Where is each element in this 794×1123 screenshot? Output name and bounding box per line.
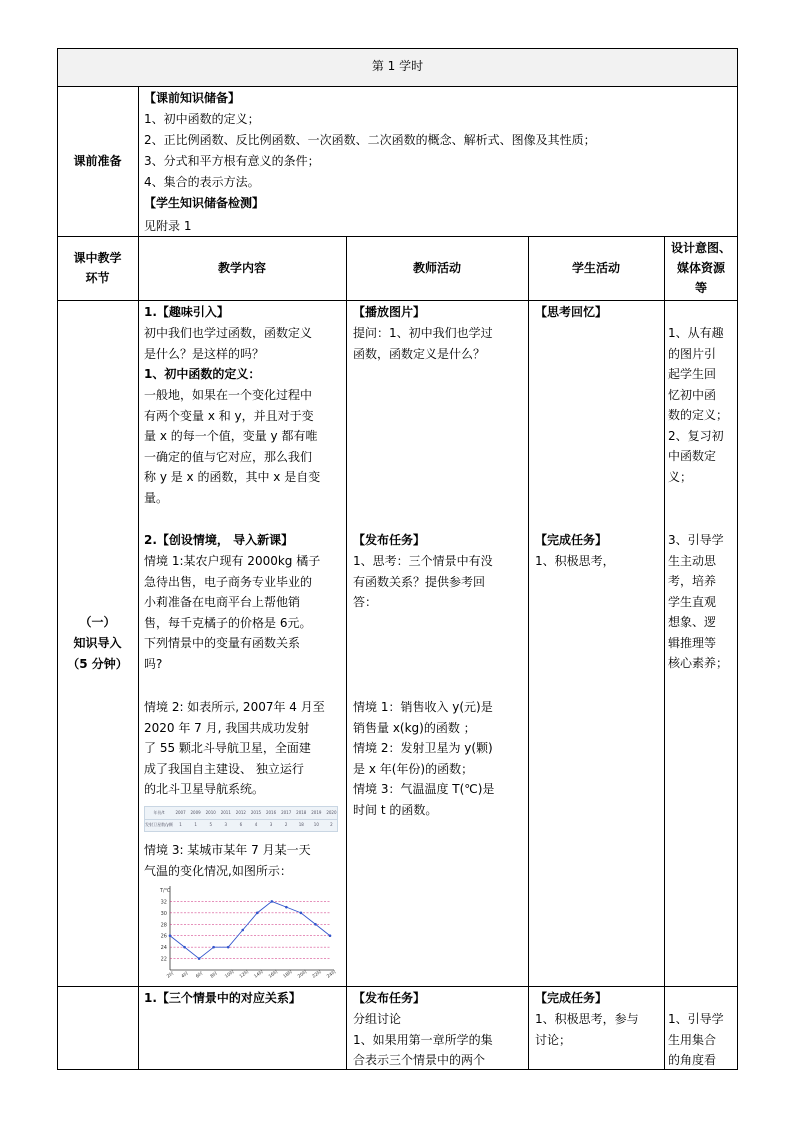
design-line: 生用集合: [668, 1032, 717, 1047]
teacher-section-title: 【发布任务】: [353, 533, 426, 547]
col-divider: [664, 236, 665, 1070]
data-point: [183, 946, 186, 949]
content-line: 了 55 颗北斗导航卫星，全面建: [144, 741, 311, 755]
x-tick-label: 2时: [166, 971, 176, 980]
content-line: 一般地，如果在一个变化过程中: [144, 388, 313, 402]
data-point: [241, 929, 244, 932]
col-header-stage-line: 环节: [85, 271, 110, 285]
table-cell-year: 2012: [235, 810, 246, 815]
teacher-line: 合表示三个情景中的两个: [353, 1053, 486, 1067]
design-line: 2、复习初: [668, 428, 724, 443]
col-divider: [737, 48, 738, 1070]
teacher-line: 情境 1：销售收入 y(元)是: [353, 700, 493, 714]
data-point: [300, 912, 303, 915]
content-line: 初中我们也学过函数，函数定义: [144, 326, 313, 340]
section-title: 2.【创设情境， 导入新课】: [144, 533, 294, 547]
col-divider: [346, 236, 347, 1070]
student-section-title: 【完成任务】: [535, 991, 608, 1005]
data-point: [256, 912, 259, 915]
y-axis-label: T/℃: [160, 888, 171, 894]
stage-label-line: 知识导入: [73, 636, 122, 650]
prep-row-label: 课前准备: [73, 154, 122, 168]
table-cell-count: 18: [298, 822, 304, 827]
teacher-line: 情境 3：气温温度 T(℃)是: [353, 782, 495, 796]
table-divider: [145, 819, 337, 820]
y-tick-label: 24: [160, 945, 167, 952]
table-cell-count: 2: [284, 822, 288, 827]
x-tick-label: 16时: [268, 969, 280, 980]
content-subheading: 1、初中函数的定义：: [144, 367, 261, 381]
prep-check-text: 见附录 1: [144, 219, 192, 233]
x-tick-label: 10时: [224, 969, 236, 980]
col-header-teacher: 教师活动: [412, 261, 461, 275]
row-divider: [57, 986, 738, 987]
col-divider: [138, 86, 139, 1070]
table-cell-year: 2019: [311, 810, 322, 815]
content-line: 情境 2: 如表所示, 2007年 4 月至: [144, 700, 325, 714]
y-tick-label: 22: [160, 956, 167, 963]
table-cell-year: 2016: [265, 810, 277, 815]
series-line: [170, 901, 330, 958]
student-line: 1、积极思考，参与: [535, 1012, 639, 1026]
satellite-table: [144, 806, 338, 832]
col-header-stage-line: 课中教学: [73, 251, 122, 265]
design-line: 生主动思: [668, 553, 717, 568]
content-line: 一确定的值与它对应，那么我们: [144, 449, 313, 464]
table-cell-count: 10: [313, 822, 319, 827]
content-line: 的北斗卫星导航系统。: [144, 782, 265, 796]
design-line: 想象、逻: [668, 615, 717, 629]
student-section-title: 【完成任务】: [535, 533, 608, 547]
student-line: 讨论；: [535, 1032, 572, 1047]
student-section-title: 【思考回忆】: [535, 305, 608, 319]
prep-item: 1、初中函数的定义；: [144, 112, 260, 126]
table-cell-year: 2018: [296, 810, 307, 815]
x-tick-label: 20时: [297, 969, 309, 980]
design-line: 忆初中函: [668, 387, 717, 402]
content-line: 2020 年 7 月, 我国共成功发射: [144, 720, 310, 735]
content-line: 情境 1:某农户现有 2000kg 橘子: [144, 554, 321, 568]
table-cell-year: 2010: [205, 810, 216, 815]
teacher-line: 分组讨论: [353, 1012, 402, 1026]
table-cell-year: 2009: [190, 810, 201, 815]
content-line: 吗?: [144, 656, 163, 671]
col-header-design-line: 设计意图、: [670, 241, 731, 255]
design-line: 3、引导学: [668, 533, 724, 547]
table-cell-year: 2011: [220, 810, 231, 815]
content-line: 小莉准备在电商平台上帮他销: [144, 595, 301, 609]
design-line: 中函数定: [668, 449, 717, 463]
table-cell-year: 2007: [175, 810, 186, 815]
design-line: 考，培养: [668, 574, 717, 588]
col-divider: [57, 48, 58, 1070]
content-line: 下列情景中的变量有函数关系: [144, 636, 301, 650]
data-point: [212, 946, 215, 949]
data-point: [329, 934, 332, 937]
table-border-top: [57, 48, 738, 49]
teacher-line: 情境 2：发射卫星为 y(颗): [353, 741, 493, 755]
x-tick-label: 18时: [282, 969, 294, 980]
teacher-line: 函数，函数定义是什么？: [353, 346, 486, 361]
design-line: 义；: [668, 469, 693, 484]
prep-check-heading: 【学生知识储备检测】: [144, 196, 265, 210]
x-tick-label: 24时: [326, 969, 338, 980]
content-line: 量。: [144, 490, 169, 505]
x-tick-label: 14时: [253, 969, 265, 980]
y-tick-label: 28: [160, 922, 167, 929]
data-point: [198, 957, 201, 960]
design-line: 起学生回: [668, 367, 717, 381]
col-header-design-line: 等: [694, 281, 707, 295]
teacher-section-title: 【播放图片】: [353, 305, 426, 319]
content-line: 售，每千克橘子的价格是 6元。: [144, 615, 312, 630]
x-tick-label: 22时: [311, 969, 323, 980]
y-tick-label: 32: [160, 899, 167, 906]
content-line: 称 y 是 x 的函数，其中 x 是自变: [144, 470, 321, 484]
design-line: 学生直观: [668, 594, 717, 609]
design-line: 数的定义；: [668, 408, 729, 422]
content-line: 急待出售，电子商务专业毕业的: [144, 574, 313, 589]
design-line: 的图片引: [668, 346, 717, 361]
teacher-line: 1、如果用第一章所学的集: [353, 1032, 493, 1047]
content-line: 情境 3: 某城市某年 7 月某一天: [144, 843, 311, 857]
section-title: 1.【三个情景中的对应关系】: [144, 991, 301, 1005]
content-line: 成了我国自主建设、 独立运行: [144, 761, 304, 776]
design-line: 1、从有趣: [668, 326, 724, 340]
table-cell-year: 2020: [326, 810, 337, 815]
x-tick-label: 4时: [180, 971, 190, 980]
teacher-line: 时间 t 的函数。: [353, 802, 438, 817]
content-line: 气温的变化情况,如图所示：: [144, 863, 292, 878]
design-line: 1、引导学: [668, 1012, 724, 1026]
stage-label-line: （一）: [79, 615, 116, 629]
x-tick-label: 6时: [195, 971, 205, 980]
stage-label-line: （5 分钟）: [67, 657, 128, 671]
y-tick-label: 30: [160, 910, 167, 917]
teacher-line: 1、思考：三个情景中有没: [353, 554, 493, 568]
temperature-line-chart: [146, 884, 338, 982]
table-cell-count: 1: [179, 822, 182, 827]
col-header-student: 学生活动: [571, 261, 620, 275]
col-divider: [528, 236, 529, 1070]
lesson-title: 第 1 学时: [371, 59, 424, 73]
section-title: 1.【趣味引入】: [144, 305, 229, 319]
table-cell-count: 5: [209, 822, 212, 827]
table-cell-count: 3: [224, 822, 228, 827]
student-line: 1、积极思考，: [535, 554, 615, 568]
table-cell-year: 2017: [281, 810, 292, 815]
col-header-design-line: 媒体资源: [676, 261, 725, 275]
prep-item: 3、分式和平方根有意义的条件；: [144, 154, 320, 168]
y-tick-label: 26: [160, 933, 167, 940]
teacher-line: 提问：1、初中我们也学过: [353, 326, 493, 340]
teacher-line: 是 x 年(年份)的函数；: [353, 761, 474, 776]
data-point: [169, 934, 172, 937]
teacher-section-title: 【发布任务】: [353, 991, 426, 1005]
design-line: 核心素养；: [668, 656, 729, 670]
prep-item: 4、集合的表示方法。: [144, 175, 260, 189]
table-row-label: 发射卫星数/y颗: [145, 822, 173, 827]
row-divider: [57, 300, 738, 301]
content-line: 量 x 的每一个值，变量 y 都有唯: [144, 429, 318, 443]
teacher-line: 有函数关系？提供参考回: [353, 574, 486, 589]
table-cell-count: 6: [239, 822, 243, 827]
table-cell-count: 3: [269, 822, 273, 827]
prep-item: 2、正比例函数、反比例函数、一次函数、二次函数的概念、解析式、图像及其性质；: [144, 133, 596, 147]
table-cell-year: 2015: [250, 810, 262, 815]
data-point: [314, 923, 317, 926]
table-cell-count: 2: [330, 822, 333, 827]
data-point: [271, 900, 274, 903]
table-row-label: 年份/t: [153, 810, 165, 815]
design-line: 辑推理等: [668, 635, 717, 650]
row-divider: [57, 86, 738, 87]
x-tick-label: 8时: [209, 971, 219, 980]
x-tick-label: 12时: [239, 969, 251, 980]
content-line: 是什么？是这样的吗？: [144, 346, 265, 361]
teacher-line: 答：: [353, 595, 378, 609]
design-line: 的角度看: [668, 1053, 717, 1067]
data-point: [227, 946, 230, 949]
table-cell-count: 1: [194, 822, 197, 827]
prep-knowledge-heading: 【课前知识储备】: [144, 91, 241, 105]
table-cell-count: 4: [254, 822, 258, 827]
data-point: [285, 906, 288, 909]
content-line: 有两个变量 x 和 y，并且对于变: [144, 408, 314, 423]
col-header-content: 教学内容: [217, 261, 266, 275]
teacher-line: 销售量 x(kg)的函数 ；: [353, 720, 476, 735]
